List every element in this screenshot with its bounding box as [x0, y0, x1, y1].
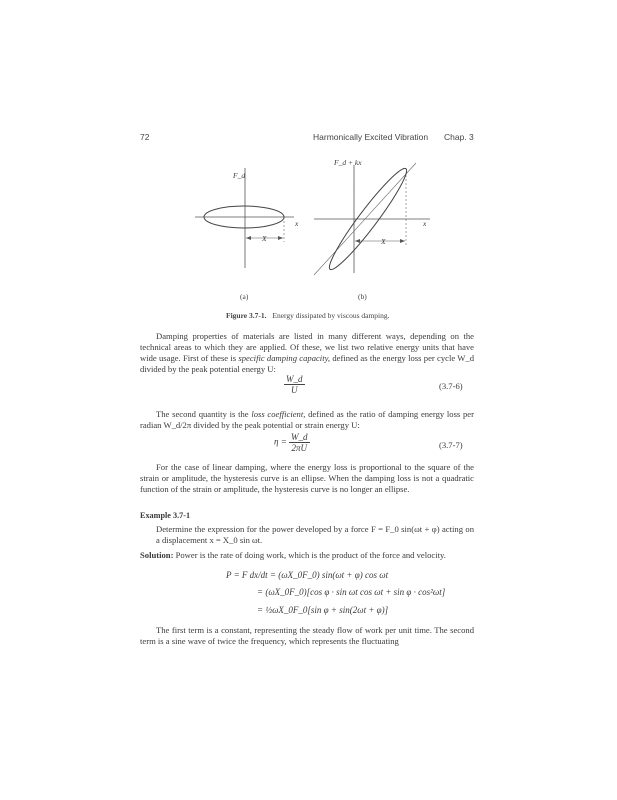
- figure-a-amplitude-label: X: [262, 234, 267, 243]
- paragraph-specific-damping: Damping properties of materials are listed in many different ways, depending on the technical areas to which they are applied. Of these, we list two relative energy units that have wide usage. First of these is specific damping capacity, defined as the energy loss per cycle W_d divided by the peak potential energy U:: [140, 331, 474, 374]
- chapter-label: Chap. 3: [444, 132, 474, 142]
- equation-3-7-7-tag: (3.7-7): [439, 440, 463, 450]
- paragraph-power-interpretation: The first term is a constant, representing the steady flow of work per unit time. The second term is a sine wave of twice the frequency, which represents the fluctuating: [140, 625, 474, 646]
- example-statement: Determine the expression for the power developed by a force F = F_0 sin(ωt + φ) acting on a displacement x = X_0 sin ωt.: [156, 524, 474, 545]
- figure-caption: [226, 311, 390, 320]
- paragraph-loss-coefficient: The second quantity is the loss coefficient, defined as the ratio of damping energy loss per radian W_d/2π divided by the peak potential or strain energy U:: [140, 409, 474, 430]
- equation-3-7-7: η = $\frac{W\_d}{2\pi U}$: [274, 432, 308, 453]
- figure-b-x-label: x: [423, 219, 427, 228]
- power-equation-line-3: = ½ωX_0F_0[sin φ + sin(2ωt + φ)]: [257, 605, 389, 615]
- figure-b-force-label: F_d + kx: [334, 158, 362, 167]
- figure-caption-text: Energy dissipated by viscous damping.: [272, 311, 390, 320]
- running-title: Harmonically Excited Vibration: [313, 132, 429, 142]
- figure-caption-number: Figure 3.7-1.: [226, 311, 267, 320]
- figure-a-x-label: x: [295, 219, 299, 228]
- figure-a-force-label: F_d: [233, 171, 246, 180]
- example-title: Example 3.7-1: [140, 511, 191, 520]
- power-equation-line-2: = (ωX_0F_0)[cos φ · sin ωt cos ωt + sin φ · cos²ωt]: [257, 587, 446, 597]
- figure-b-sublabel: (b): [358, 292, 367, 301]
- figure-a-sublabel: (a): [240, 292, 249, 301]
- example-solution: Solution: Power is the rate of doing work, which is the product of the force and velocity.: [140, 550, 446, 560]
- figure-b-diagram: [312, 155, 442, 280]
- power-equation-line-1: P = F dx/dt = (ωX_0F_0) sin(ωt + φ) cos ωt: [226, 570, 389, 580]
- figure-b-amplitude-label: X: [381, 237, 386, 246]
- figure-a-diagram: [190, 160, 300, 300]
- equation-3-7-6-tag: (3.7-6): [439, 381, 463, 391]
- paragraph-hysteresis: For the case of linear damping, where the energy loss is proportional to the square of the strain or amplitude, the hysteresis curve is an ellipse. When the damping loss is not a quadratic function of the strain or amplitude, the hysteresis curve is no longer an ellipse.: [140, 462, 474, 494]
- equation-3-7-6: $\frac{W\_d}{U}$: [286, 374, 303, 395]
- page-number: 72: [140, 132, 150, 142]
